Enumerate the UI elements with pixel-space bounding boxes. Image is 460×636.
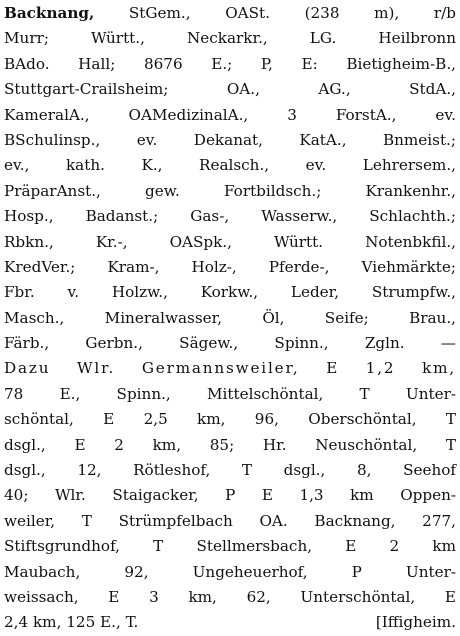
entry-line: Rbkn., Kr.-, OASpk., Württ. Notenbkfil., (4, 232, 456, 251)
entry-line: Maubach, 92, Ungeheuerhof, P Unter- (4, 562, 456, 581)
entry-line: Färb., Gerbn., Sägew., Spinn., Zgln. — (4, 334, 456, 353)
entry-line: 40; Wlr. Staigacker, P E 1,3 km Oppen- (4, 486, 456, 505)
entry-text: 2,4 km, 125 E., T. (4, 613, 139, 632)
entry-text: StGem., OASt. (238 m), r/b (128, 4, 456, 22)
entry-line: Stuttgart-Crailsheim; OA., AG., StdA., (4, 80, 456, 99)
entry-line: Murr; Württ., Neckarkr., LG. Heilbronn (4, 29, 456, 48)
entry-line: dsgl., E 2 km, 85; Hr. Neuschöntal, T (4, 435, 456, 454)
entry-line: Stiftsgrundhof, T Stellmersbach, E 2 km (4, 537, 456, 556)
entry-line: Masch., Mineralwasser, Öl, Seife; Brau., (4, 308, 456, 327)
entry-line: Dazu Wlr. Germannsweiler, E 1,2 km, (4, 359, 456, 378)
continuation-catchword: [Iffigheim. (375, 613, 456, 632)
entry-line: KredVer.; Kram-, Holz-, Pferde-, Viehmärkte; (4, 257, 456, 276)
entry-line-1 (4, 1, 456, 26)
entry-last-line (4, 610, 456, 635)
entry-line: Fbr. v. Holzw., Korkw., Leder, Strumpfw., (4, 283, 456, 302)
entry-line: dsgl., 12, Rötleshof, T dsgl., 8, Seehof (4, 461, 456, 480)
entry-line: Hosp., Badanst.; Gas-, Wasserw., Schlachth.; (4, 207, 456, 226)
gazetteer-entry (4, 1, 456, 636)
entry-line: ev., kath. K., Realsch., ev. Lehrersem., (4, 156, 456, 175)
entry-line: schöntal, E 2,5 km, 96, Oberschöntal, T (4, 410, 456, 429)
entry-line: BAdo. Hall; 8676 E.; P, E: Bietigheim-B., (4, 54, 456, 73)
entry-line: weissach, E 3 km, 62, Unterschöntal, E (4, 587, 456, 606)
entry-line: BSchulinsp., ev. Dekanat, KatA., Bnmeist.; (4, 130, 456, 149)
entry-line: 78 E., Spinn., Mittelschöntal, T Unter- (4, 384, 456, 403)
headword: Backnang, (4, 4, 95, 22)
entry-line: weiler, T Strümpfelbach OA. Backnang, 277, (4, 511, 456, 530)
entry-line: KameralA., OAMedizinalA., 3 ForstA., ev. (4, 105, 456, 124)
entry-line: PräparAnst., gew. Fortbildsch.; Krankenhr., (4, 181, 456, 200)
